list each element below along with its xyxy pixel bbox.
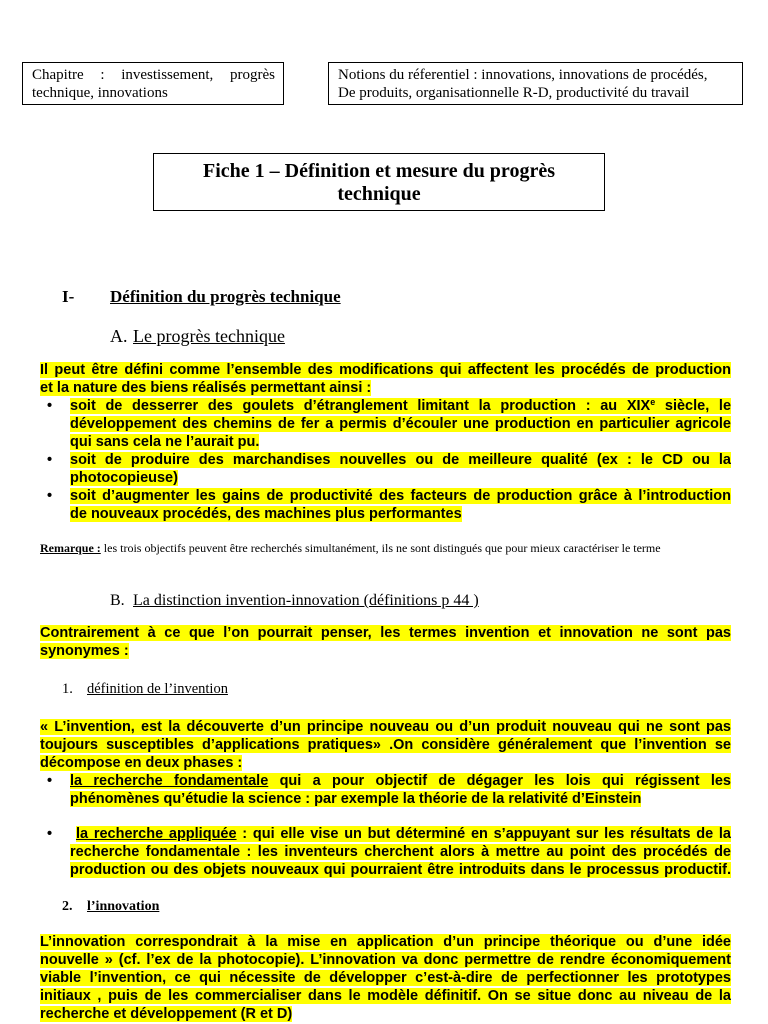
highlighted-text: Contrairement à ce que l’on pourrait penser, les termes invention et innovation ne sont pas (40, 625, 731, 641)
highlighted-text: recherche et développement (R et D) (40, 1006, 293, 1022)
highlighted-text: de nouveaux procédés, des machines plus performantes (70, 506, 462, 522)
paragraph-line (40, 969, 731, 987)
page-title-line: technique (337, 183, 421, 205)
highlighted-text: développement des chemins de fer a permis d’écouler une production en particulier agricole (70, 416, 731, 432)
paragraph-line (40, 624, 731, 642)
highlighted-text: Il peut être défini comme l’ensemble des modifications qui affectent les procédés de production (40, 362, 731, 378)
highlighted-text: nouvelle » (cf. l’ex de la photocopie). L’innovation va donc permettre de rendre économiquement (40, 952, 731, 968)
section-b-letter: B. (110, 592, 125, 609)
text-run: soit de desserrer des goulets d’étranglement limitant la production : au XIX (70, 398, 651, 414)
paragraph-line (40, 361, 731, 379)
highlighted-text: initiaux , puis de les commercialiser dans le modèle définitif. On se situe donc au niveau de la (40, 988, 731, 1004)
bullet-line (70, 415, 731, 433)
paragraph-line (40, 933, 731, 951)
bullet-line (70, 505, 731, 523)
part-numeral: I- (62, 287, 75, 306)
paragraph-line (40, 951, 731, 969)
chapter-box-line: Chapitre : investissement, progrès (32, 67, 275, 83)
paragraph-line (40, 642, 731, 660)
bullet-item (47, 825, 731, 879)
remark-text: les trois objectifs peuvent être recherchés simultanément, ils ne sont distingués que pour mieux caractériser le terme (100, 541, 661, 555)
bullet-line (70, 397, 731, 415)
bullet-line (70, 451, 731, 469)
bullet-line (70, 772, 731, 790)
bullet-line (70, 843, 731, 861)
subsection-1-number: 1. (62, 681, 73, 697)
underlined-term: la recherche fondamentale (70, 773, 269, 789)
chapter-box (22, 62, 284, 105)
bullet-marker: • (47, 826, 53, 842)
text-run: qui a pour objectif de dégager les lois qui régissent les (268, 773, 731, 789)
bullet-item (47, 451, 731, 487)
bullet-item (47, 772, 731, 808)
chapter-box-line: technique, innovations (32, 85, 168, 101)
paragraph-line (40, 736, 731, 754)
paragraph-line (40, 379, 731, 397)
highlighted-text (70, 773, 731, 789)
subsection-1-title: définition de l’invention (87, 681, 228, 697)
paragraph-line (40, 987, 731, 1005)
section-a-title: Le progrès technique (133, 326, 285, 346)
innovation-text (40, 933, 731, 1023)
text-run: siècle, le (655, 398, 731, 414)
highlighted-text: production ou des objets nouveaux qui pourraient être introduits dans le processus productif. (70, 862, 731, 878)
page-title-box (153, 153, 605, 211)
superscript: e (650, 397, 656, 407)
bullet-marker: • (47, 773, 53, 789)
highlighted-text (76, 826, 731, 842)
text-run: : qui elle vise un but déterminé en s’appuyant sur les résultats de la (236, 826, 731, 842)
paragraph-line (40, 754, 731, 772)
part-title: Définition du progrès technique (110, 287, 341, 306)
paragraph-line (40, 1005, 731, 1023)
highlighted-text: toujours susceptibles d’applications pratiques» .On considère généralement que l’invention se (40, 737, 731, 753)
highlighted-text: viable l’invention, ce qui nécessite de développer c’est-à-dire de perfectionner les prototypes (40, 970, 731, 986)
bullet-line (70, 861, 731, 879)
bullet-line (70, 433, 731, 451)
notions-box (328, 62, 743, 105)
highlighted-text: recherche fondamentale : les inventeurs cherchent alors à mettre au point des procédés de (70, 844, 731, 860)
bullet-line (70, 790, 731, 808)
bullet-marker: • (47, 452, 53, 468)
highlighted-text: photocopieuse) (70, 470, 178, 486)
highlighted-text: qui sans cela ne l’aurait pu. (70, 434, 260, 450)
highlighted-text: et la nature des biens réalisés permettant ainsi : (40, 380, 372, 396)
highlighted-text (70, 398, 731, 414)
highlighted-text: synonymes : (40, 643, 129, 659)
highlighted-text: L’innovation correspondrait à la mise en application d’un principe théorique ou d’une idée (40, 934, 731, 950)
bullet-line (70, 487, 731, 505)
highlighted-text: soit d’augmenter les gains de productivité des facteurs de production grâce à l’introduction (70, 488, 731, 504)
underlined-term: la recherche appliquée (76, 826, 237, 842)
section-a-letter: A. (110, 326, 128, 346)
section-a-text (40, 361, 731, 523)
paragraph-line (40, 718, 731, 736)
notions-box-line: De produits, organisationnelle R-D, productivité du travail (338, 85, 690, 101)
highlighted-text: soit de produire des marchandises nouvelles ou de meilleure qualité (ex : le CD ou la (70, 452, 731, 468)
highlighted-text: décompose en deux phases : (40, 755, 243, 771)
bullet-marker: • (47, 488, 53, 504)
remark (40, 538, 661, 558)
subsection-2-title: l’innovation (87, 899, 160, 914)
section-b-intro (40, 624, 731, 660)
invention-text (40, 718, 731, 808)
highlighted-text: « L’invention, est la découverte d’un principe nouveau ou d’un produit nouveau qui ne sont pas (40, 719, 731, 735)
bullet-line (70, 469, 731, 487)
remark-label: Remarque : (40, 541, 101, 555)
highlighted-text: phénomènes qu’étudie la science : par exemple la théorie de la relativité d’Einstein (70, 791, 642, 807)
notions-box-line: Notions du réferentiel : innovations, innovations de procédés, (338, 67, 708, 83)
bullet-item (47, 397, 731, 451)
bullet-line (70, 825, 731, 843)
section-b-title: La distinction invention-innovation (définitions p 44 ) (133, 592, 479, 609)
bullet-item (47, 487, 731, 523)
bullet-marker: • (47, 398, 53, 414)
subsection-2-number: 2. (62, 899, 73, 914)
page-title-line: Fiche 1 – Définition et mesure du progrès (202, 160, 555, 182)
